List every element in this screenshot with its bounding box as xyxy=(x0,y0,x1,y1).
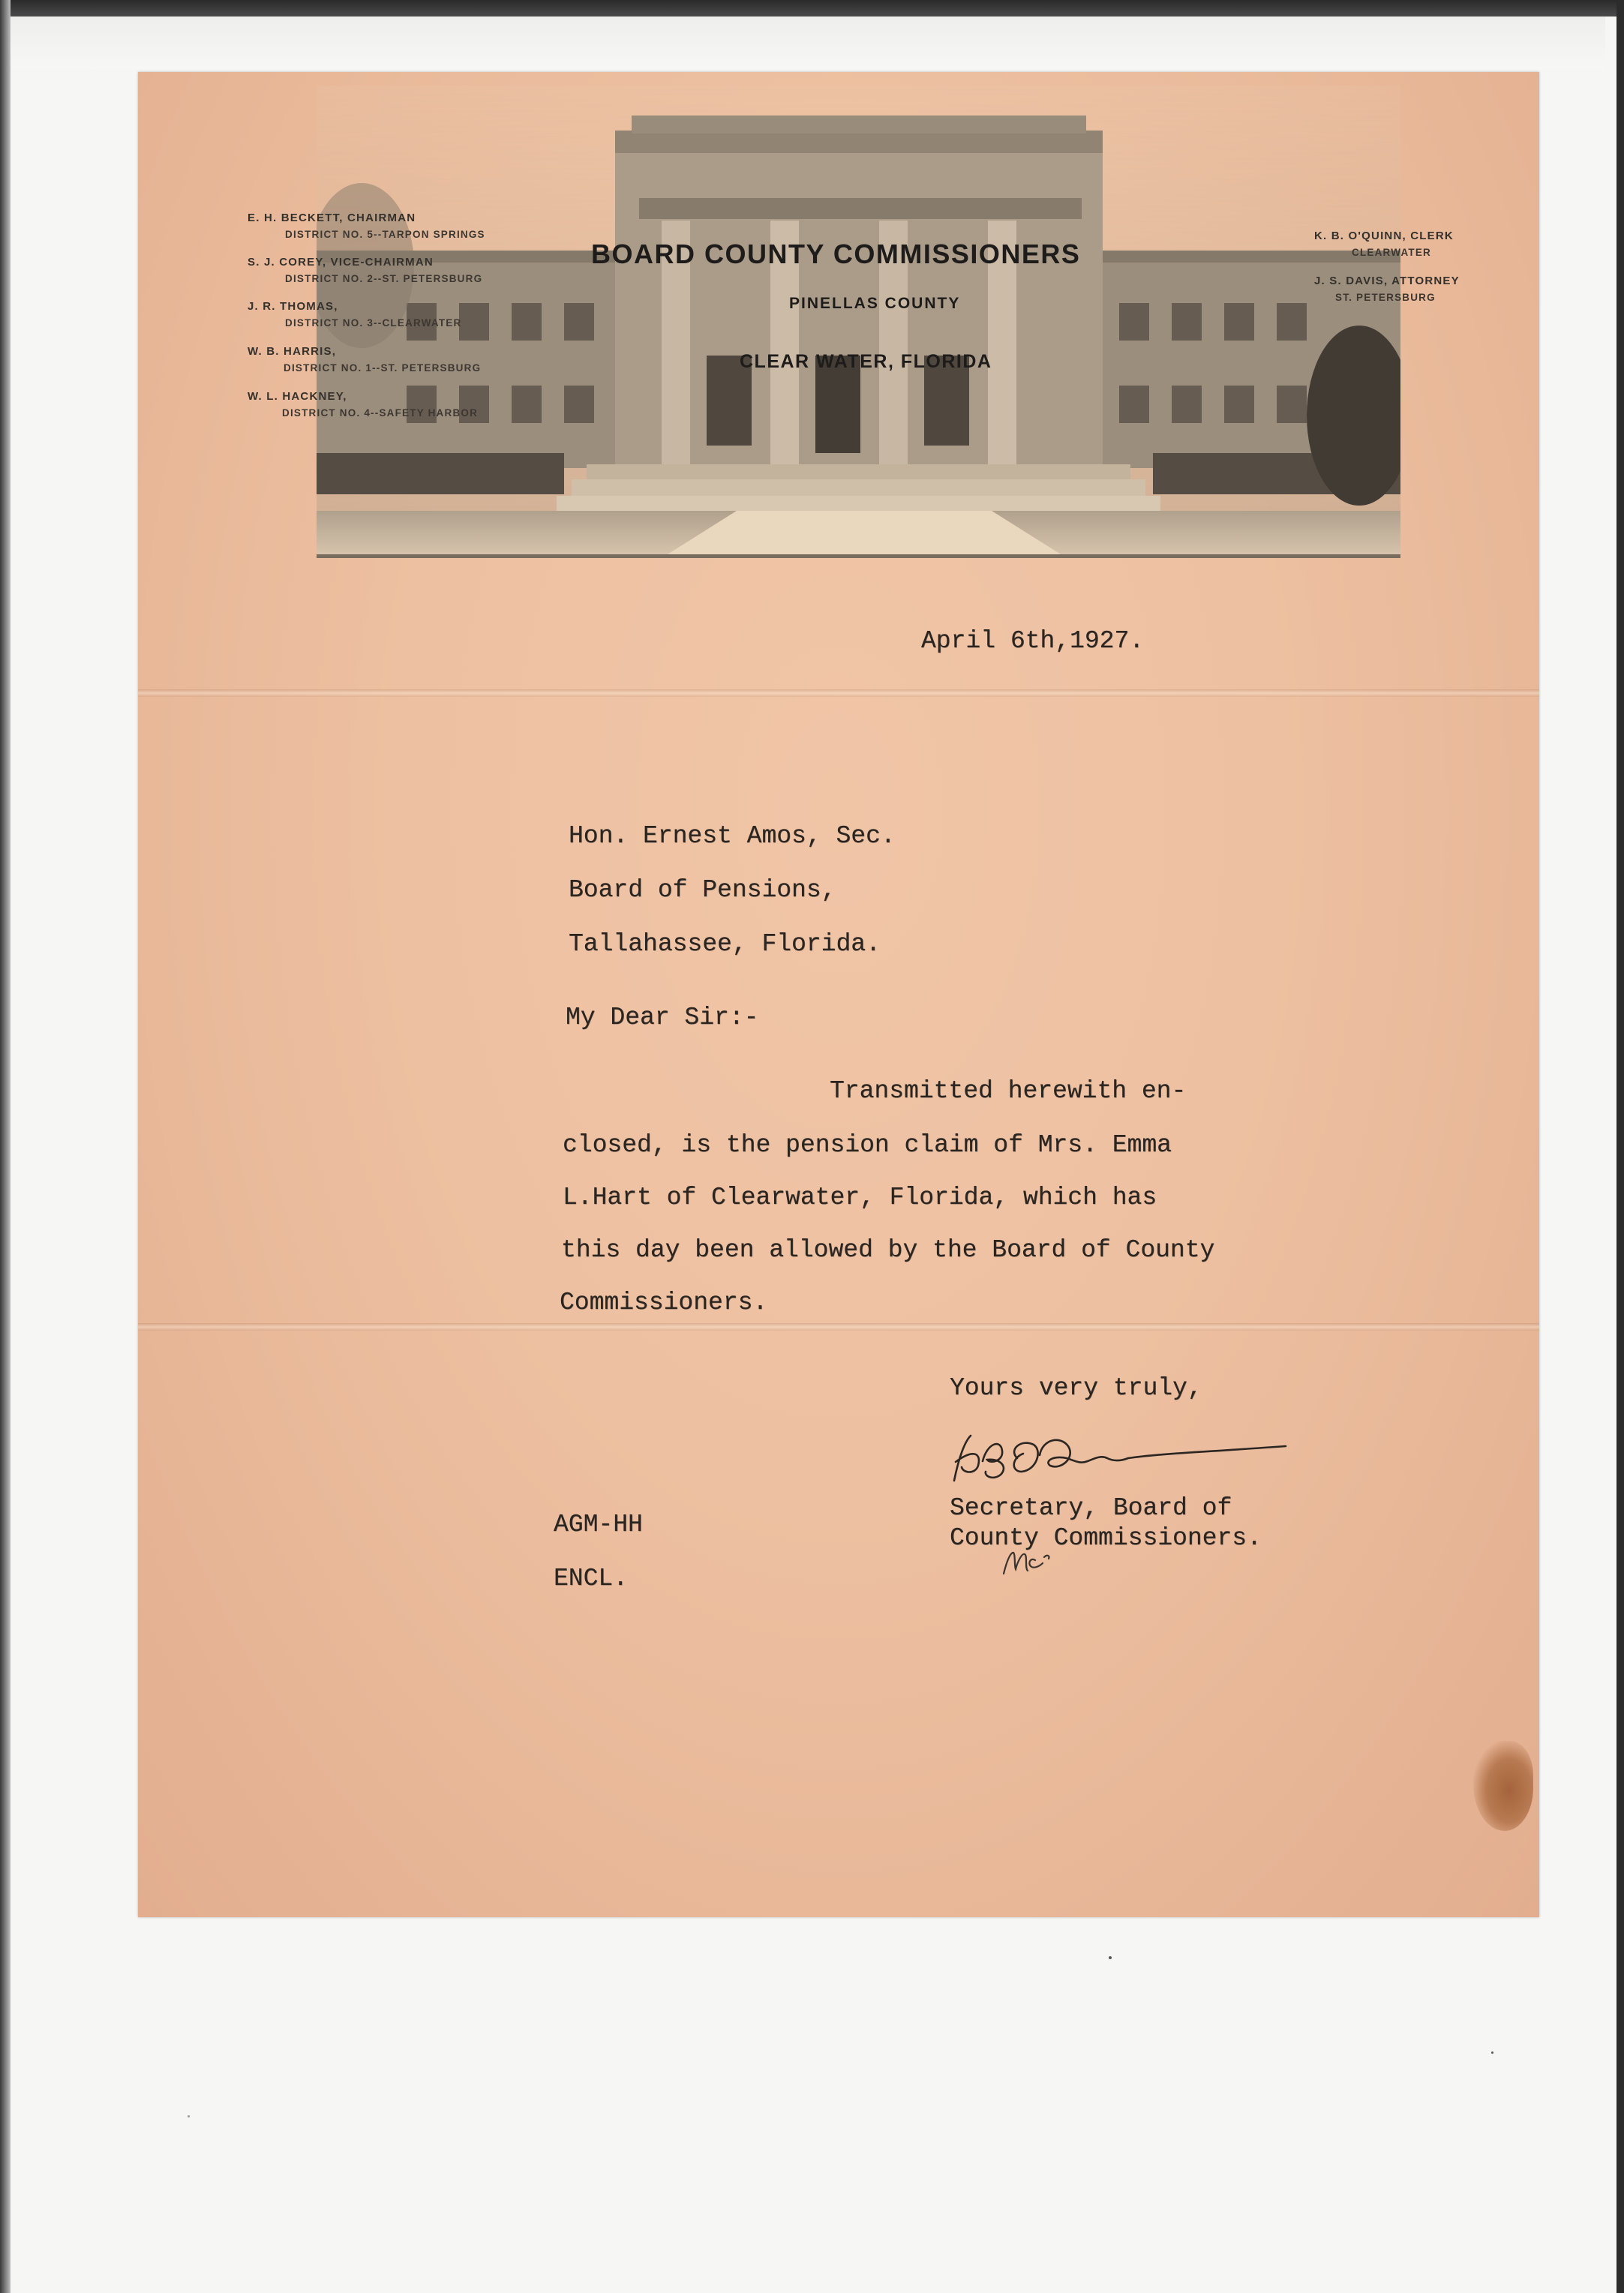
closing: Yours very truly, xyxy=(950,1374,1202,1402)
member-name: W. B. HARRIS, xyxy=(248,345,337,358)
enclosure-note: ENCL. xyxy=(554,1565,629,1592)
body-line: this day been allowed by the Board of County xyxy=(561,1236,1215,1264)
letterhead-county: PINELLAS COUNTY xyxy=(789,295,961,312)
handwritten-signature xyxy=(948,1428,1293,1496)
body-line: Commissioners. xyxy=(560,1289,768,1316)
member-district: DISTRICT NO. 5--TARPON SPRINGS xyxy=(285,229,485,240)
member-district: DISTRICT NO. 2--ST. PETERSBURG xyxy=(285,273,483,284)
officer-place: ST. PETERSBURG xyxy=(1335,292,1436,303)
member-district: DISTRICT NO. 4--SAFETY HARBOR xyxy=(282,407,479,419)
member-name: E. H. BECKETT, CHAIRMAN xyxy=(248,212,416,224)
scanner-edge-left xyxy=(0,0,11,2293)
address-line: Hon. Ernest Amos, Sec. xyxy=(569,822,896,850)
letter-date: April 6th,1927. xyxy=(921,627,1145,655)
speck xyxy=(188,2115,190,2117)
officer-name: K. B. O'QUINN, CLERK xyxy=(1314,230,1454,242)
address-line: Tallahassee, Florida. xyxy=(569,930,881,958)
letterhead-city: CLEAR WATER, FLORIDA xyxy=(740,351,992,372)
speck xyxy=(1109,1956,1112,1959)
speck xyxy=(1491,2051,1493,2054)
address-line: Board of Pensions, xyxy=(569,876,836,904)
scanner-edge-top xyxy=(0,0,1624,17)
handwritten-initials-mark xyxy=(1001,1544,1061,1580)
member-name: J. R. THOMAS, xyxy=(248,300,338,313)
member-name: S. J. COREY, VICE-CHAIRMAN xyxy=(248,256,434,269)
letterhead-title: BOARD COUNTY COMMISSIONERS xyxy=(591,239,1081,269)
officer-name: J. S. DAVIS, ATTORNEY xyxy=(1314,275,1460,287)
signer-title-line: County Commissioners. xyxy=(950,1524,1262,1552)
officer-place: CLEARWATER xyxy=(1352,247,1431,258)
letter-page xyxy=(138,72,1539,1917)
water-stain xyxy=(1473,1741,1533,1831)
fold-line xyxy=(138,1323,1539,1331)
reference-initials: AGM-HH xyxy=(554,1511,643,1538)
body-line: closed, is the pension claim of Mrs. Emma xyxy=(563,1131,1172,1159)
salutation: My Dear Sir:- xyxy=(566,1004,759,1031)
fold-line xyxy=(138,689,1539,697)
member-district: DISTRICT NO. 3--CLEARWATER xyxy=(285,317,462,329)
scanner-edge-right xyxy=(1616,0,1624,2293)
signer-title-line: Secretary, Board of xyxy=(950,1494,1232,1522)
member-name: W. L. HACKNEY, xyxy=(248,390,347,403)
member-district: DISTRICT NO. 1--ST. PETERSBURG xyxy=(284,362,482,374)
body-line: Transmitted herewith en- xyxy=(830,1077,1187,1105)
courthouse-photo xyxy=(317,86,1400,558)
body-line: L.Hart of Clearwater, Florida, which has xyxy=(563,1184,1157,1211)
folder-backing xyxy=(11,17,1605,69)
